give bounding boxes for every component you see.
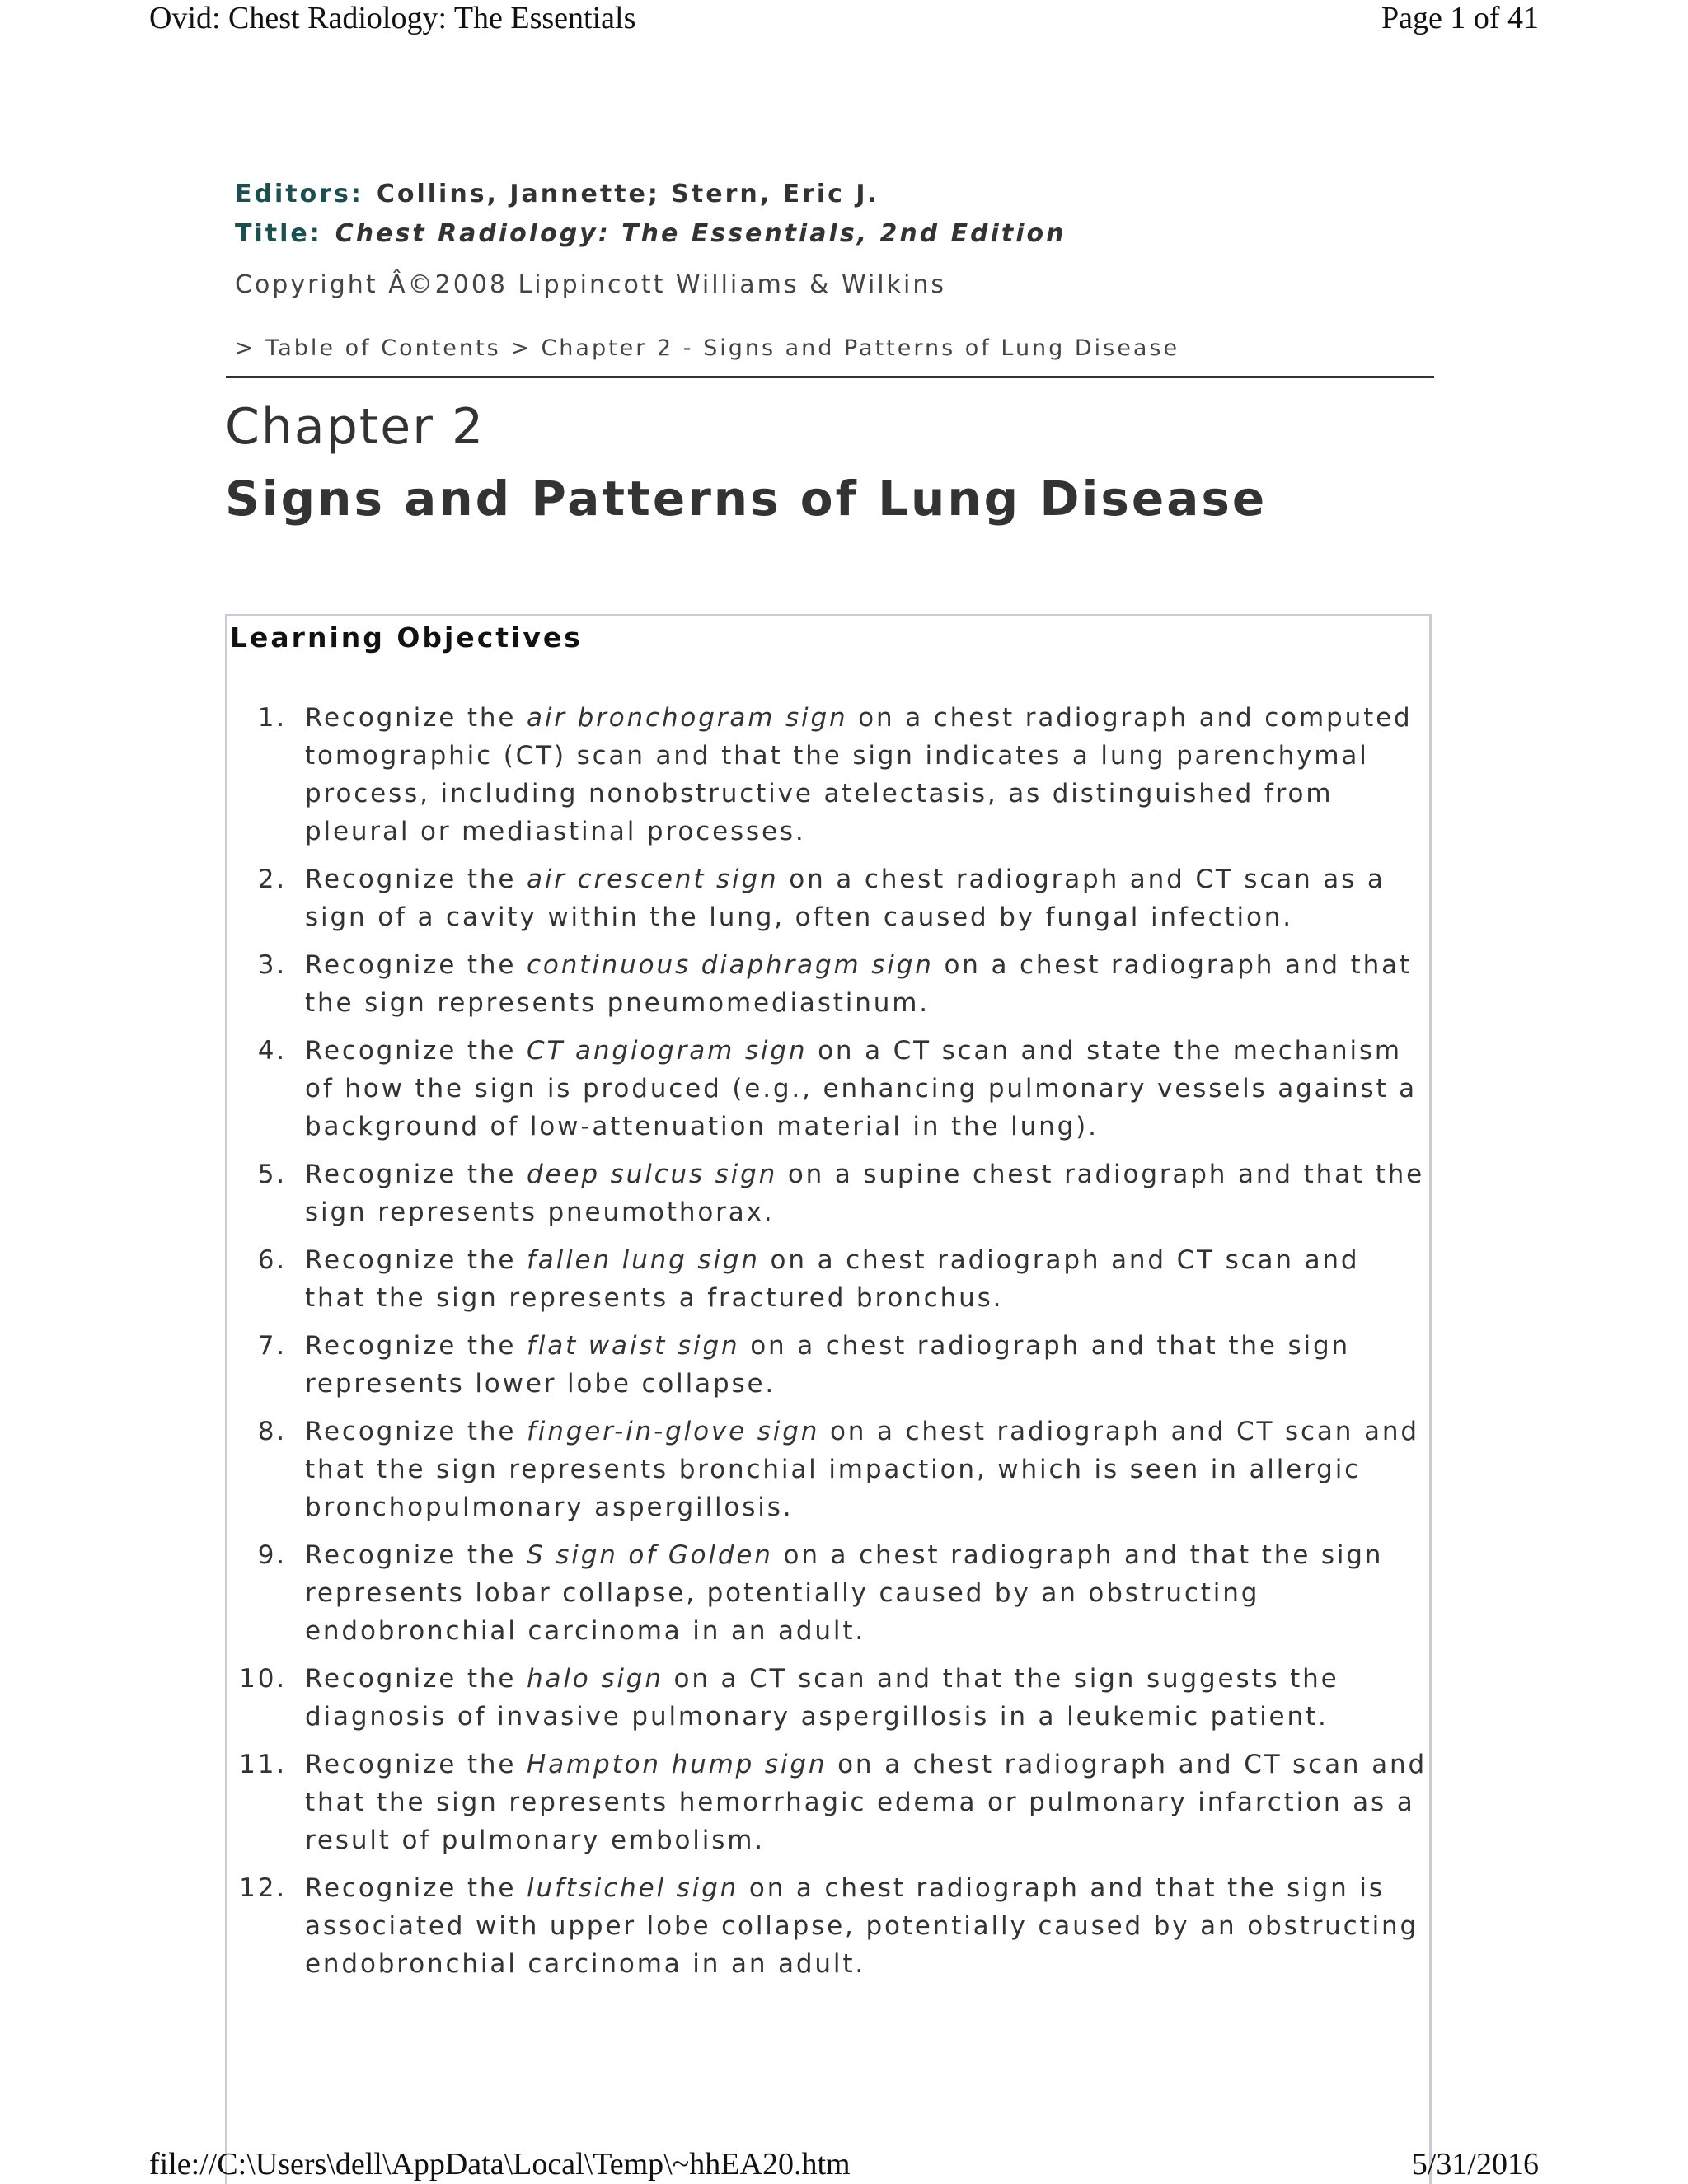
objective-text — [305, 1032, 1429, 1146]
objective-text — [305, 1536, 1429, 1650]
objective-sign-term: Hampton hump sign — [527, 1750, 828, 1779]
objective-sign-term: air bronchogram sign — [527, 703, 848, 733]
breadcrumb[interactable]: > Table of Contents > Chapter 2 - Signs and Patterns of Lung Disease — [235, 335, 1180, 361]
editors-line — [235, 180, 879, 209]
editors-label: Editors: — [235, 180, 363, 209]
chapter-number: Chapter 2 — [225, 398, 485, 456]
chapter-title: Signs and Patterns of Lung Disease — [225, 471, 1268, 527]
objective-item — [227, 1536, 1434, 1650]
learning-objectives-list — [227, 699, 1434, 1993]
objective-item — [227, 1660, 1434, 1736]
objective-text-lead: Recognize the — [305, 865, 527, 894]
objective-sign-term: CT angiogram sign — [527, 1036, 808, 1066]
objective-text-lead: Recognize the — [305, 1245, 527, 1275]
objective-number: 10. — [239, 1664, 287, 1694]
objective-sign-term: air crescent sign — [527, 865, 779, 894]
objective-number: 1. — [257, 703, 287, 733]
editors-value: Collins, Jannette; Stern, Eric J. — [376, 180, 879, 209]
book-title-line — [235, 219, 1067, 248]
objective-text-lead: Recognize the — [305, 1036, 527, 1066]
objective-sign-term: flat waist sign — [527, 1331, 740, 1361]
objective-number: 9. — [257, 1540, 287, 1570]
copyright-notice: Copyright Â©2008 Lippincott Williams & Wilkins — [235, 270, 946, 299]
objective-sign-term: halo sign — [527, 1664, 663, 1694]
objective-item — [227, 1241, 1434, 1317]
objective-text-rest: on a chest radiograph and CT scan and that the sign represents a fractured bronchus. — [305, 1245, 1360, 1313]
objective-item — [227, 1746, 1434, 1859]
objective-text-lead: Recognize the — [305, 1417, 527, 1446]
objective-number: 2. — [257, 865, 287, 894]
objective-item — [227, 699, 1434, 851]
print-header-page-number: Page 1 of 41 — [1381, 1, 1539, 35]
objective-text-lead: Recognize the — [305, 950, 527, 980]
objective-number: 6. — [257, 1245, 287, 1275]
objective-number: 4. — [257, 1036, 287, 1066]
learning-objectives-heading: Learning Objectives — [230, 621, 583, 654]
objective-sign-term: fallen lung sign — [527, 1245, 760, 1275]
objective-text-lead: Recognize the — [305, 1331, 527, 1361]
objective-sign-term: luftsichel sign — [527, 1873, 739, 1903]
book-title-link[interactable]: Chest Radiology: The Essentials, 2nd Edition — [335, 219, 1067, 248]
objective-text-rest: on a chest radiograph and CT scan as a sign of a cavity within the lung, often caused by fungal infection. — [305, 865, 1386, 932]
objective-text — [305, 1660, 1429, 1736]
objective-sign-term: finger-in-glove sign — [527, 1417, 820, 1446]
title-label: Title: — [235, 219, 322, 248]
objective-number: 12. — [239, 1873, 287, 1903]
objective-text-rest: on a chest radiograph and computed tomographic (CT) scan and that the sign indicates a lung parenchymal process, including nonobstructive atelectasis, as distinguished from pleural or mediastinal processes. — [305, 703, 1413, 846]
objective-sign-term: deep sulcus sign — [527, 1160, 778, 1189]
objective-text-rest: on a chest radiograph and that the sign represents pneumomediastinum. — [305, 950, 1412, 1018]
objective-item — [227, 1327, 1434, 1403]
objective-text — [305, 1746, 1429, 1859]
learning-objectives-box — [225, 614, 1432, 2184]
objective-item — [227, 1869, 1434, 1983]
objective-text — [305, 1869, 1429, 1983]
objective-text — [305, 1327, 1429, 1403]
header-divider — [226, 376, 1434, 378]
objective-sign-term: continuous diaphragm sign — [527, 950, 934, 980]
objective-number: 5. — [257, 1160, 287, 1189]
objective-text-lead: Recognize the — [305, 1873, 527, 1903]
objective-text-rest: on a CT scan and that the sign suggests the diagnosis of invasive pulmonary aspergillosis in a leukemic patient. — [305, 1664, 1339, 1732]
objective-text-rest: on a chest radiograph and that the sign represents lobar collapse, potentially caused by an obstructing endobronchial carcinoma in an adult. — [305, 1540, 1384, 1646]
objective-item — [227, 860, 1434, 936]
objective-item — [227, 1413, 1434, 1526]
objective-number: 8. — [257, 1417, 287, 1446]
objective-text-lead: Recognize the — [305, 703, 527, 733]
objective-item — [227, 1032, 1434, 1146]
objective-item — [227, 946, 1434, 1022]
objective-item — [227, 1155, 1434, 1231]
objective-sign-term: S sign of Golden — [527, 1540, 773, 1570]
objective-text-rest: on a chest radiograph and CT scan and that the sign represents hemorrhagic edema or pulmonary infarction as a result of pulmonary embolism. — [305, 1750, 1427, 1855]
print-header-title: Ovid: Chest Radiology: The Essentials — [149, 1, 636, 35]
objective-text-rest: on a supine chest radiograph and that the sign represents pneumothorax. — [305, 1160, 1425, 1227]
objective-text — [305, 1241, 1429, 1317]
objective-text-lead: Recognize the — [305, 1664, 527, 1694]
objective-text-lead: Recognize the — [305, 1540, 527, 1570]
objective-text — [305, 1413, 1429, 1526]
objective-number: 7. — [257, 1331, 287, 1361]
objective-text — [305, 946, 1429, 1022]
objective-text-rest: on a chest radiograph and that the sign is associated with upper lobe collapse, potentially caused by an obstructing endobronchial carcinoma in an adult. — [305, 1873, 1419, 1979]
objective-number: 3. — [257, 950, 287, 980]
objective-text-lead: Recognize the — [305, 1160, 527, 1189]
objective-text-rest: on a chest radiograph and that the sign represents lower lobe collapse. — [305, 1331, 1350, 1399]
objective-text-lead: Recognize the — [305, 1750, 527, 1779]
objective-text — [305, 699, 1429, 851]
print-footer-date: 5/31/2016 — [1411, 2147, 1539, 2182]
objective-text — [305, 860, 1429, 936]
objective-text — [305, 1155, 1429, 1231]
objective-text-rest: on a chest radiograph and CT scan and that the sign represents bronchial impaction, which is seen in allergic bronchopulmonary aspergillosis. — [305, 1417, 1419, 1522]
objective-text-rest: on a CT scan and state the mechanism of how the sign is produced (e.g., enhancing pulmonary vessels against a background of low-attenuation material in the lung). — [305, 1036, 1418, 1141]
objective-number: 11. — [239, 1750, 287, 1779]
print-footer-path: file://C:\Users\dell\AppData\Local\Temp\~hhEA20.htm — [149, 2147, 851, 2182]
